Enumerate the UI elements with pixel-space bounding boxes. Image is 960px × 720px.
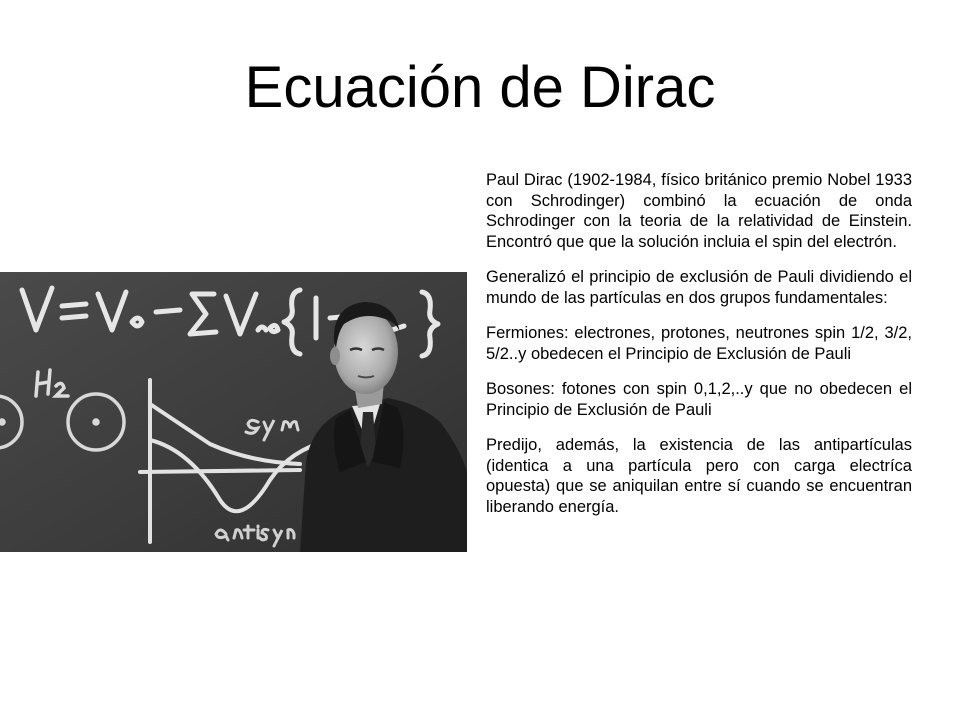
paragraph-dirac-bio: Paul Dirac (1902-1984, físico británico premio Nobel 1933 con Schrodinger) combinó la ecuación de onda Schrodinger con la teoria de la relatividad de Einstein. Encontró que que la solución incluia el spin del electrón. [486, 171, 912, 251]
ear [330, 347, 340, 365]
paragraph-fermions: Fermiones: electrones, protones, neutrones spin 1/2, 3/2, 5/2..y obedecen el Principio de Exclusión de Pauli [486, 324, 912, 363]
slide-title: Ecuación de Dirac [244, 55, 716, 120]
dirac-photo [0, 272, 467, 552]
paragraph-pauli-exclusion: Generalizó el principio de exclusión de Pauli dividiendo el mundo de las partículas en dos grupos fundamentales: [486, 268, 912, 307]
chalkboard-photo-illustration [0, 272, 467, 552]
body-text [486, 170, 912, 532]
paragraph-antiparticles: Predijo, además, la existencia de las antipartículas (identica a una partícula pero con carga electríca opuesta) que se aniquilan entre sí cuando se encuentran liberando energía. [486, 436, 912, 516]
paragraph-bosons: Bosones: fotones con spin 0,1,2,..y que no obedecen el Principio de Exclusión de Pauli [486, 380, 912, 419]
